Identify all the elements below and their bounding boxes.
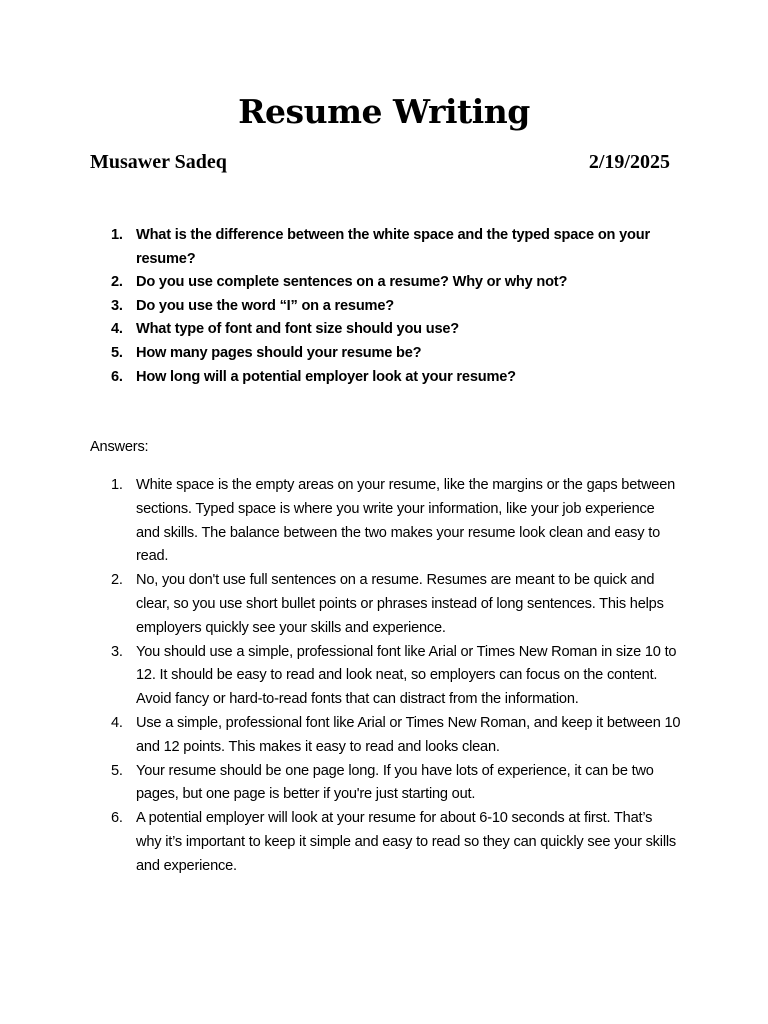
- answer-number: 3.: [111, 643, 123, 660]
- document-date: 2/19/2025: [588, 151, 670, 173]
- question-text: How many pages should your resume be?: [136, 344, 422, 361]
- question-text: How long will a potential employer look at your resume?: [136, 368, 516, 385]
- question-number: 2.: [111, 274, 123, 291]
- question-text: What type of font and font size should you use?: [136, 321, 459, 338]
- question-item: [111, 224, 681, 271]
- answer-item: [111, 474, 681, 569]
- question-number: 4.: [111, 321, 123, 338]
- answer-text: Your resume should be one page long. If you have lots of experience, it can be two pages, but one page is better if you're just starting out.: [136, 762, 654, 803]
- answer-item: [111, 807, 681, 878]
- answer-text: White space is the empty areas on your resume, like the margins or the gaps between sections. Typed space is where you write your information, like your job experience and skills. The balance between the two makes your resume look clean and easy to read.: [136, 477, 676, 565]
- question-item: [111, 342, 681, 366]
- question-item: [111, 318, 681, 342]
- answer-item: [111, 569, 681, 640]
- answer-item: [111, 712, 681, 760]
- question-number: 1.: [111, 227, 123, 243]
- answer-text: Use a simple, professional font like Arial or Times New Roman, and keep it between 10 and 12 points. This makes it easy to read and looks clean.: [136, 714, 681, 755]
- questions-list: [111, 224, 681, 389]
- question-number: 5.: [111, 344, 123, 361]
- question-text: Do you use the word “I” on a resume?: [136, 297, 394, 314]
- answer-number: 6.: [111, 810, 123, 827]
- document-title: Resume Writing: [238, 92, 530, 131]
- answers-heading: Answers:: [90, 439, 149, 455]
- answer-number: 1.: [111, 477, 123, 493]
- question-item: [111, 366, 681, 390]
- author-name: Musawer Sadeq: [90, 151, 227, 173]
- answer-item: [111, 641, 681, 712]
- question-item: [111, 295, 681, 319]
- answer-number: 2.: [111, 572, 123, 589]
- answer-text: No, you don't use full sentences on a resume. Resumes are meant to be quick and clear, so you use short bullet points or phrases instead of long sentences. This helps employers quickly see your skills and experience.: [136, 572, 664, 636]
- question-number: 6.: [111, 368, 123, 385]
- author-date-row: [90, 148, 670, 176]
- question-item: [111, 271, 681, 295]
- answer-text: You should use a simple, professional font like Arial or Times New Roman in size 10 to 12. It should be easy to read and look neat, so employers can focus on the content. Avoid fancy or hard-to-read fonts that can distract from the information.: [136, 643, 677, 708]
- answer-item: [111, 760, 681, 808]
- answer-text: A potential employer will look at your resume for about 6-10 seconds at first. That’s why it’s important to keep it simple and easy to read so they can quickly see your skills and experience.: [136, 810, 676, 874]
- answers-list: [111, 474, 681, 879]
- answer-number: 4.: [111, 714, 123, 731]
- question-number: 3.: [111, 297, 123, 314]
- question-text: What is the difference between the white space and the typed space on your resume?: [136, 227, 650, 267]
- question-text: Do you use complete sentences on a resume? Why or why not?: [136, 274, 568, 291]
- answer-number: 5.: [111, 762, 123, 779]
